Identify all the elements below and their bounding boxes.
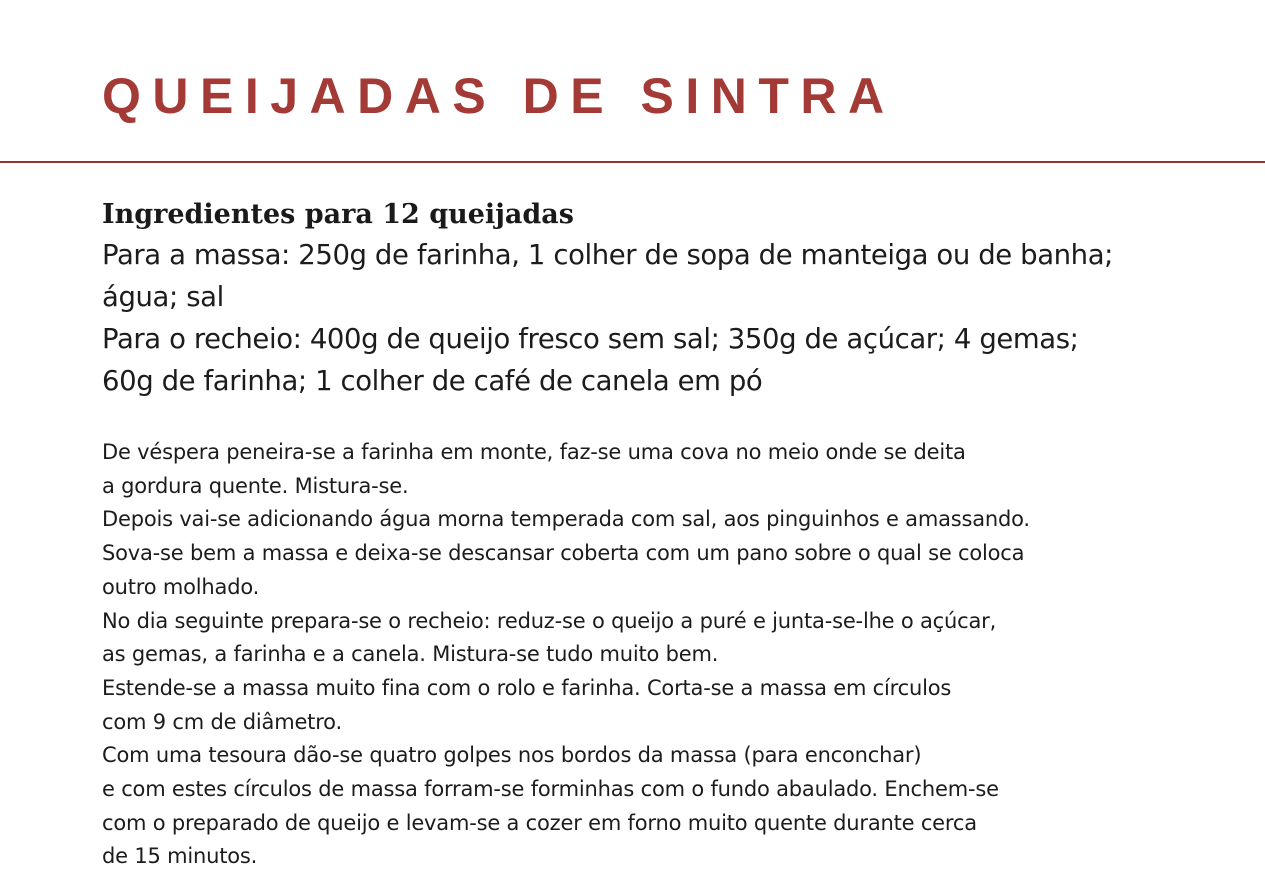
title-divider <box>0 161 1265 163</box>
ingredients-line: Para a massa: 250g de farinha, 1 colher de sopa de manteiga ou de banha; <box>102 239 1114 271</box>
method-line: De véspera peneira-se a farinha em monte, faz-se uma cova no meio onde se deita <box>102 440 966 464</box>
method-line: com 9 cm de diâmetro. <box>102 709 342 734</box>
ingredients-line: Para o recheio: 400g de queijo fresco sem sal; 350g de açúcar; 4 gemas; <box>102 323 1079 355</box>
method-line: as gemas, a farinha e a canela. Mistura-se tudo muito bem. <box>102 642 719 667</box>
method-line: No dia seguinte prepara-se o recheio: reduz-se o queijo a puré e junta-se-lhe o açúcar, <box>102 608 997 633</box>
method-line: e com estes círculos de massa forram-se forminhas com o fundo abaulado. Enchem-se <box>102 777 999 802</box>
method-line: com o preparado de queijo e levam-se a cozer em forno muito quente durante cerca <box>102 810 977 835</box>
method-line: de 15 minutos. <box>102 844 258 869</box>
method-line: Sova-se bem a massa e deixa-se descansar coberta com um pano sobre o qual se coloca <box>102 541 1025 566</box>
recipe-title: QUEIJADAS DE SINTRA <box>102 68 896 124</box>
ingredients-line: 60g de farinha; 1 colher de café de canela em pó <box>102 365 763 397</box>
method-line: outro molhado. <box>102 574 260 599</box>
method-section <box>102 436 1242 874</box>
ingredients-section <box>102 196 1222 402</box>
ingredients-line: água; sal <box>102 281 224 313</box>
method-line: Depois vai-se adicionando água morna temperada com sal, aos pinguinhos e amassando. <box>102 507 1030 532</box>
method-line: Estende-se a massa muito fina com o rolo e farinha. Corta-se a massa em círculos <box>102 675 952 700</box>
method-line: Com uma tesoura dão-se quatro golpes nos bordos da massa (para enconchar) <box>102 743 922 768</box>
method-line: a gordura quente. Mistura-se. <box>102 473 409 498</box>
ingredients-heading: Ingredientes para 12 queijadas <box>102 199 574 230</box>
